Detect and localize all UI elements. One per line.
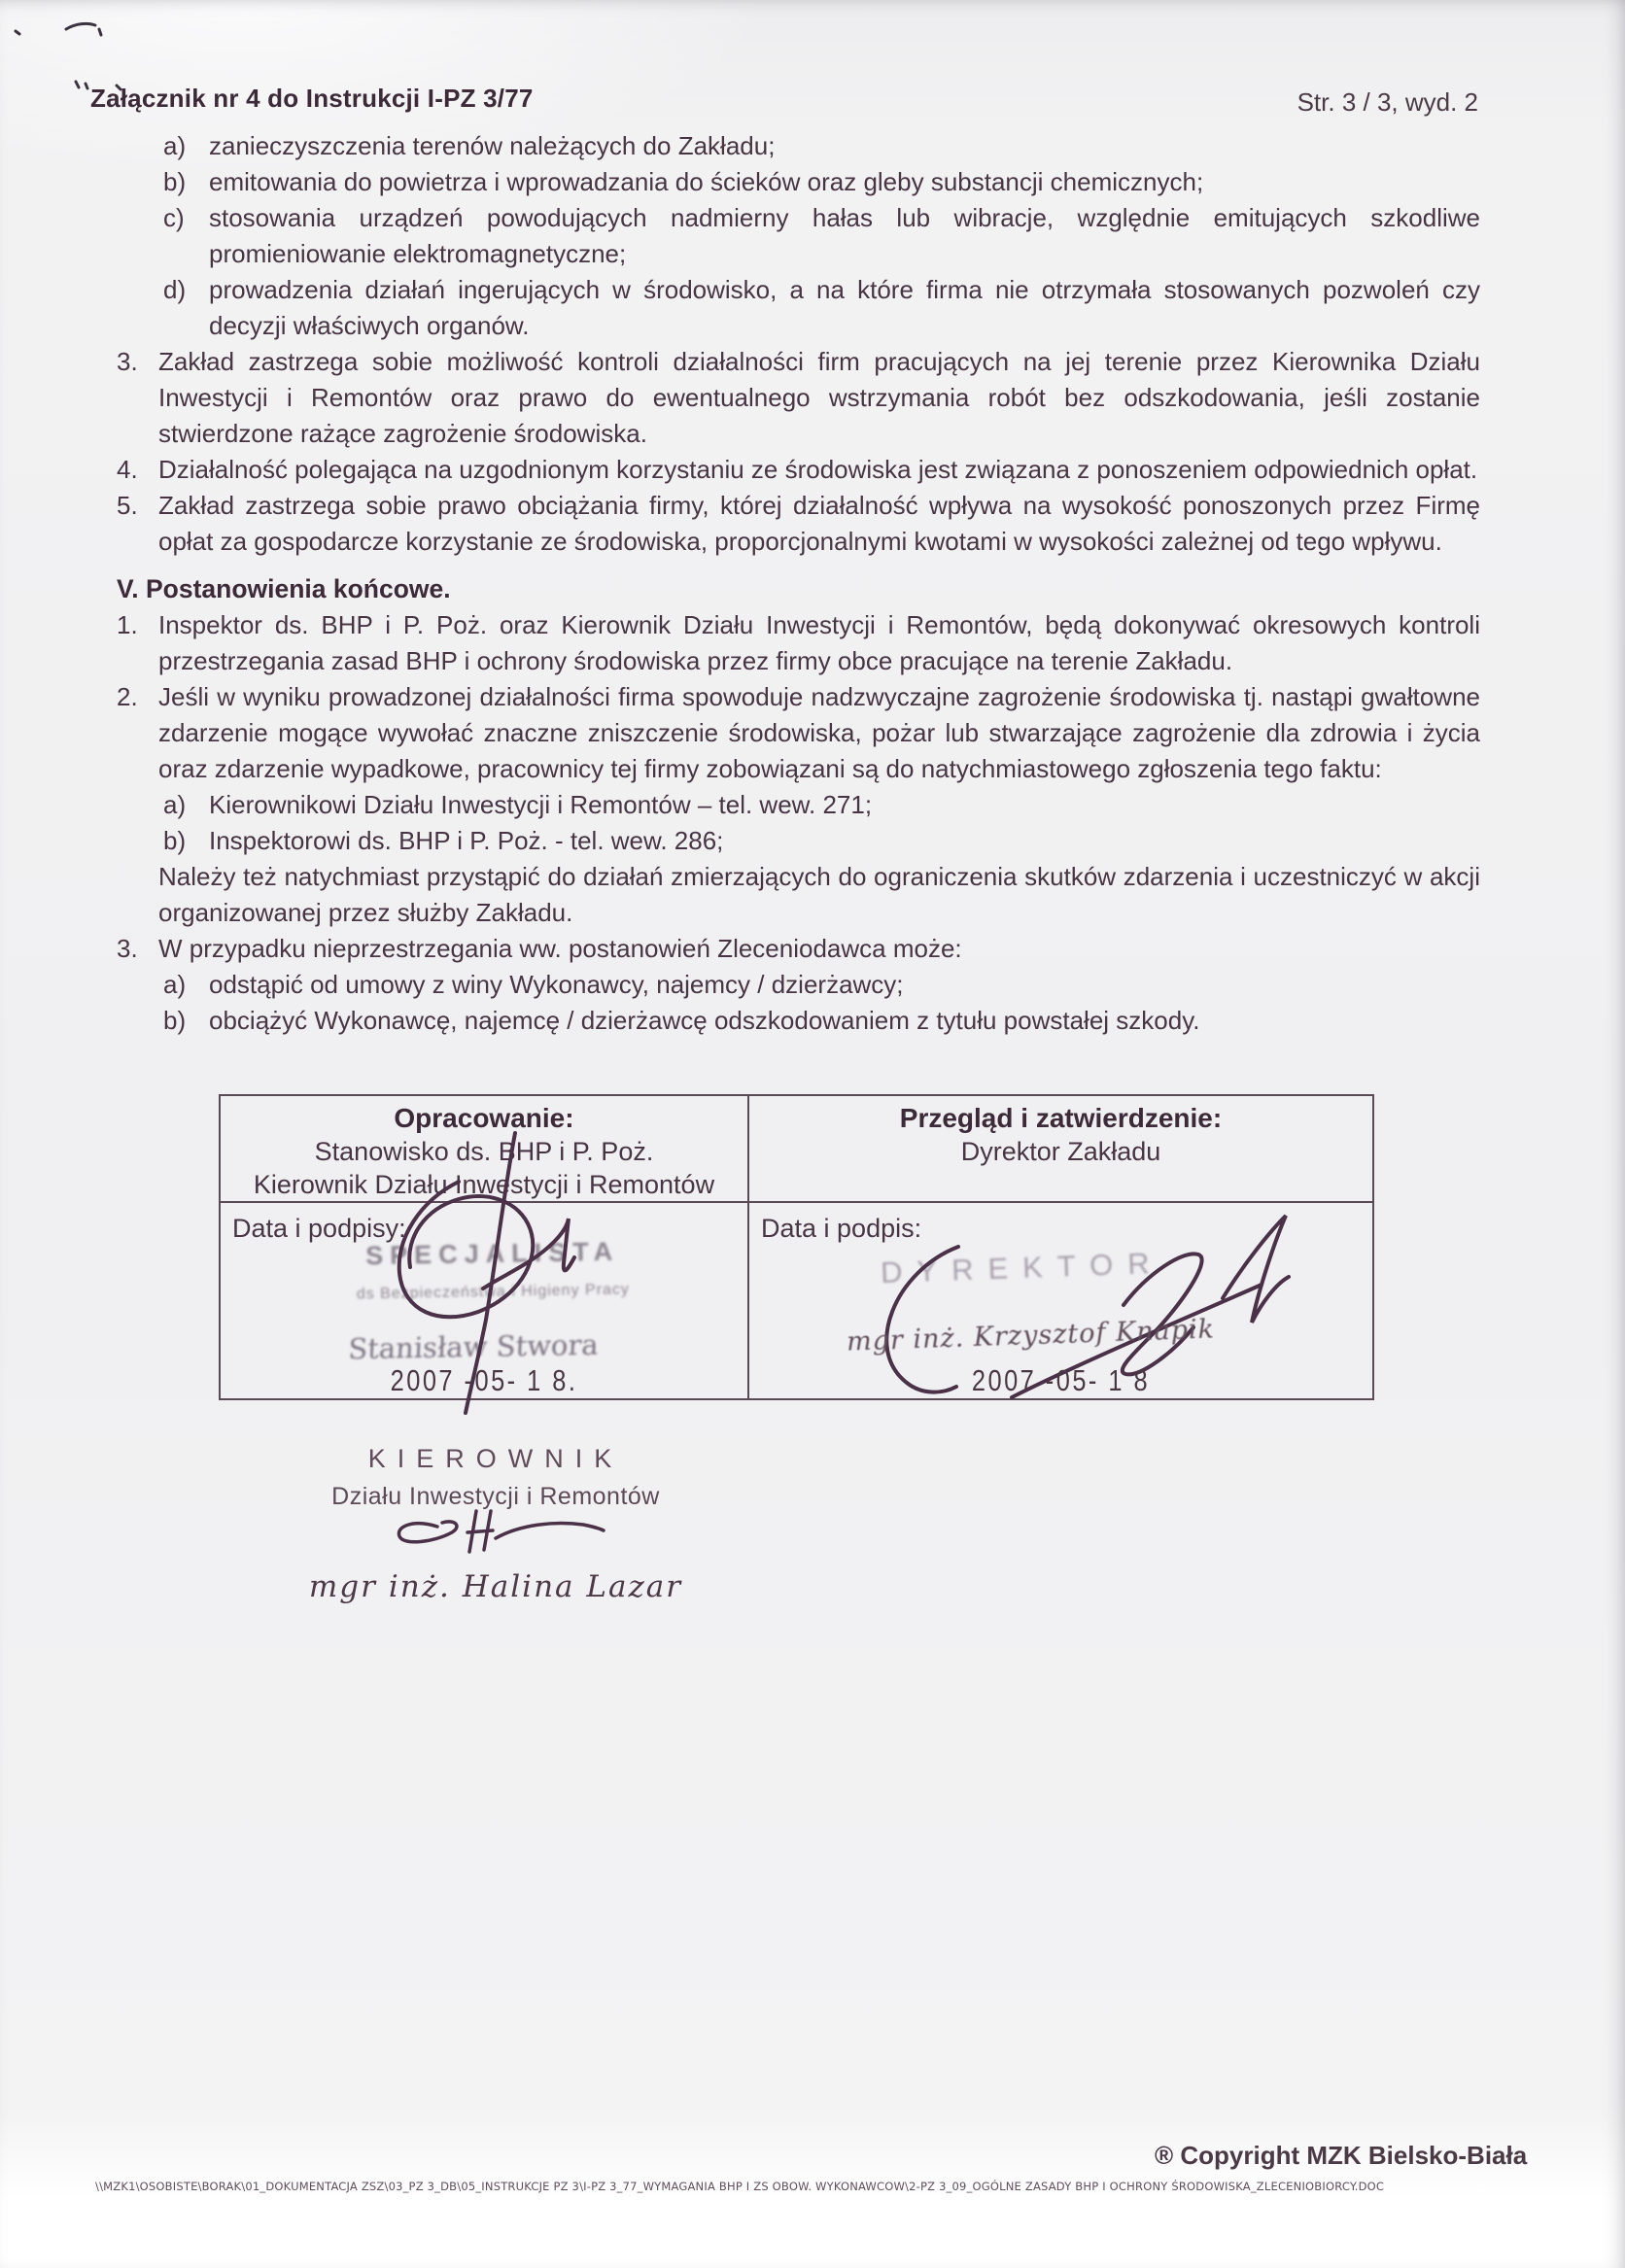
list-item-4	[117, 452, 1480, 488]
date-stamp-left: 2007 -05- 1 8.	[390, 1363, 578, 1397]
kierownik-stamp-title: KIEROWNIK	[367, 1444, 624, 1473]
list-text: prowadzenia działań ingerujących w środowisko, a na które firma nie otrzymała stosowanych pozwoleń czy decyzji właściwych organów.	[209, 275, 1480, 340]
date-signature-label-right: Data i podpis:	[761, 1214, 922, 1243]
opracowanie-title: Opracowanie:	[394, 1103, 574, 1133]
final-item-1	[117, 607, 1480, 679]
list-text: Zakład zastrzega sobie możliwość kontroli działalności firm pracujących na jej terenie przez Kierownika Działu Inwestycji i Remontów oraz prawo do ewentualnego wstrzymania robót bez odszkodowania, jeśli zostanie stwierdzone rażące zagrożenie środowiska.	[158, 347, 1480, 448]
opracowanie-header-cell	[220, 1095, 748, 1202]
page-header	[90, 84, 1480, 126]
copyright-notice: ® Copyright MZK Bielsko-Biała	[1155, 2141, 1528, 2170]
page-number: Str. 3 / 3, wyd. 2	[1297, 87, 1478, 117]
list-item-5	[117, 488, 1480, 560]
list-marker: c)	[163, 203, 185, 232]
attachment-title: Załącznik nr 4 do Instrukcji I-PZ 3/77	[90, 84, 534, 113]
list-marker: d)	[163, 275, 187, 304]
list-text: Inspektor ds. BHP i P. Poż. oraz Kierownik Działu Inwestycji i Remontów, będą dokonywać okresowych kontroli przestrzegania zasad BHP i ochrony środowiska przez firmy obce pracujące na terenie Zakładu.	[158, 610, 1480, 675]
specialist-stamp-subtitle: ds Bezpieczeństwa i Higieny Pracy	[356, 1281, 631, 1303]
kierownik-stamp-block	[272, 1441, 719, 1605]
director-stamp: DYREKTOR	[880, 1245, 1165, 1290]
list-marker: a)	[163, 131, 187, 160]
list-marker: b)	[163, 167, 187, 196]
list-text: obciążyć Wykonawcę, najemcę / dzierżawcę odszkodowaniem z tytułu powstałej szkody.	[209, 1006, 1200, 1035]
contact-item-b	[163, 823, 1480, 859]
list-marker: 2.	[117, 682, 138, 711]
list-text: Zakład zastrzega sobie prawo obciążania firmy, której działalność wpływa na wysokość ponoszonych przez Firmę opłat za gospodarcze korzystanie ze środowiska, proporcjonalnymi kwotami w wysokości zależnej od tego wpływu.	[158, 491, 1480, 556]
specialist-stamp	[288, 1232, 697, 1313]
list-marker: a)	[163, 790, 187, 819]
date-stamp-right: 2007 -05- 1 8	[971, 1363, 1151, 1397]
przeglad-header-cell	[748, 1095, 1373, 1202]
final-item-3	[117, 931, 1480, 967]
list-item-d	[163, 272, 1480, 344]
contact-item-a	[163, 787, 1480, 823]
document-content	[117, 128, 1480, 1605]
list-marker: 4.	[117, 455, 138, 484]
list-item-b	[163, 164, 1480, 200]
list-item-a	[163, 128, 1480, 164]
list-marker: 3.	[117, 347, 138, 376]
list-text: odstąpić od umowy z winy Wykonawcy, najemcy / dzierżawcy;	[209, 970, 904, 999]
document-body	[90, 84, 1480, 1605]
list-marker: 3.	[117, 934, 138, 963]
przeglad-role1: Dyrektor Zakładu	[960, 1137, 1161, 1166]
list-marker: b)	[163, 826, 187, 855]
list-text: Działalność polegająca na uzgodnionym korzystaniu ze środowiska jest związana z ponoszeniem odpowiednich opłat.	[158, 455, 1478, 484]
opracowanie-role1: Stanowisko ds. BHP i P. Poż.	[314, 1137, 654, 1166]
list-marker: 5.	[117, 491, 138, 520]
approval-table	[219, 1094, 1374, 1400]
list-text: Kierownikowi Działu Inwestycji i Remontów – tel. wew. 271;	[209, 790, 873, 819]
note-paragraph: Należy też natychmiast przystąpić do działań zmierzających do ograniczenia skutków zdarzenia i uczestniczyć w akcji organizowanej przez służby Zakładu.	[158, 862, 1480, 927]
date-signature-label-left: Data i podpisy:	[232, 1214, 406, 1243]
specialist-stamp-title: SPECJALISTA	[364, 1236, 620, 1271]
left-signature-cell	[220, 1202, 748, 1399]
list-text: emitowania do powietrza i wprowadzania do ścieków oraz gleby substancji chemicznych;	[209, 167, 1204, 196]
przeglad-title: Przegląd i zatwierdzenie:	[899, 1103, 1223, 1133]
list-text: zanieczyszczenia terenów należących do Zakładu;	[209, 131, 776, 160]
right-signature-cell	[748, 1202, 1373, 1399]
list-item-c	[163, 200, 1480, 272]
list-text: W przypadku nieprzestrzegania ww. postanowień Zleceniodawca może:	[158, 934, 962, 963]
list-text: stosowania urządzeń powodujących nadmierny hałas lub wibracje, względnie emitujących szkodliwe promieniowanie elektromagnetyczne;	[209, 203, 1480, 268]
list-text: Inspektorowi ds. BHP i P. Poż. - tel. wew. 286;	[209, 826, 724, 855]
list-text: Jeśli w wyniku prowadzonej działalności firma spowoduje nadzwyczajne zagrożenie środowiska tj. nastąpi gwałtowne zdarzenie mogące wywołać znaczne zniszczenie środowiska, pożar lub stwarzające zagrożenie dla zdrowia i życia oraz zdarzenie wypadkowe, pracownicy tej firmy zobowiązani są do natychmiastowego zgłoszenia tego faktu:	[158, 682, 1480, 783]
kierownik-signature	[384, 1509, 607, 1554]
table-signature-row	[220, 1202, 1373, 1399]
kierownik-name: mgr inż. Halina Lazar	[308, 1569, 683, 1604]
opracowanie-role2: Kierownik Działu Inwestycji i Remontów	[253, 1170, 715, 1199]
final-item-2	[117, 679, 1480, 787]
document-file-path: \\MZK1\OSOBISTE\BORAK\01_DOKUMENTACJA ZSZ\03_PZ 3_DB\05_INSTRUKCJE PZ 3\I-PZ 3_77_WYMAGANIA BHP I ZS OBOW. WYKONAWCOW\2-PZ 3_09_OGÓLNE ZASADY BHP I OCHRONY ŚRODOWISKA_ZLECENIOBIORCY.DOC	[95, 2180, 1385, 2193]
consequence-item-a	[163, 967, 1480, 1003]
list-marker: b)	[163, 1006, 187, 1035]
list-marker: a)	[163, 970, 187, 999]
director-name-stamp: mgr inż. Krzysztof Knapik	[846, 1314, 1216, 1357]
consequence-item-b	[163, 1003, 1480, 1039]
specialist-name-stamp: Stanisław Stwora	[347, 1327, 600, 1366]
table-header-row	[220, 1095, 1373, 1202]
list-marker: 1.	[117, 610, 138, 639]
section-heading: V. Postanowienia końcowe.	[117, 574, 451, 603]
kierownik-stamp-subtitle: Działu Inwestycji i Remontów	[331, 1483, 660, 1510]
list-item-3	[117, 344, 1480, 452]
